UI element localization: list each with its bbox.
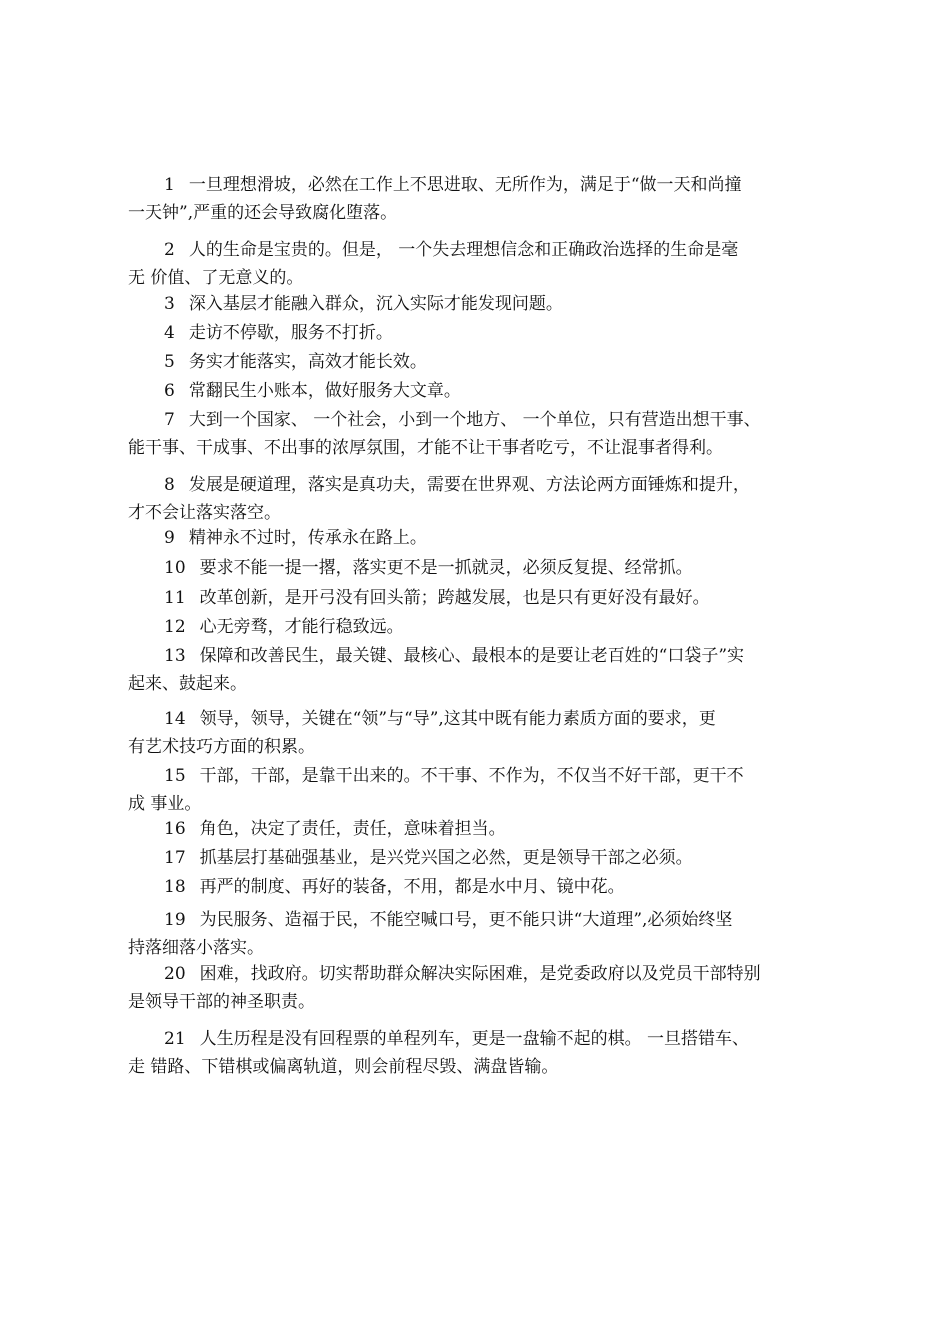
item-text: 人的生命是宝贵的。但是， 一个失去理想信念和正确政治选择的生命是毫 (188, 240, 739, 260)
item-text: 发展是硬道理，落实是真功夫，需要在世界观、方法论两方面锤炼和提升， (188, 475, 750, 495)
item-text-continued: 走 错路、下错棋或偏离轨道，则会前程尽毁、满盘皆输。 (128, 1057, 559, 1077)
list-item (128, 554, 832, 582)
item-text-continued: 能干事、干成事、不出事的浓厚氛围，才能不让干事者吃亏，不让混事者得利。 (128, 438, 723, 458)
item-text-continued: 一天钟”,严重的还会导致腐化堕落。 (128, 203, 398, 223)
item-text: 角色，决定了责任，责任，意味着担当。 (199, 819, 506, 839)
item-number: 12 (164, 617, 186, 637)
item-number: 20 (164, 964, 186, 984)
list-item (128, 906, 832, 962)
item-number: 14 (164, 709, 186, 729)
list-item (128, 584, 832, 612)
item-text: 心无旁骛，才能行稳致远。 (199, 617, 404, 637)
list-item (128, 471, 832, 527)
list-item (128, 524, 832, 552)
item-number: 19 (164, 910, 186, 930)
item-number: 10 (164, 558, 186, 578)
item-number: 4 (164, 323, 175, 343)
item-text: 人生历程是没有回程票的单程列车，更是一盘输不起的棋。 一旦搭错车、 (199, 1029, 750, 1049)
item-number: 15 (164, 766, 186, 786)
item-number: 18 (164, 877, 186, 897)
item-number: 13 (164, 646, 186, 666)
item-text: 大到一个国家、 一个社会，小到一个地方、 一个单位，只有营造出想干事、 (188, 410, 761, 430)
item-text: 走访不停歇，服务不打折。 (188, 323, 393, 343)
item-text: 保障和改善民生，最关键、最核心、最根本的是要让老百姓的“口袋子”实 (199, 646, 745, 666)
item-text-continued: 持落细落小落实。 (128, 938, 264, 958)
item-text: 领导，领导，关键在“领”与“导”,这其中既有能力素质方面的要求，更 (199, 709, 716, 729)
list-item (128, 290, 832, 318)
item-number: 5 (164, 352, 175, 372)
item-text-continued: 成 事业。 (128, 794, 202, 814)
list-item (128, 171, 832, 227)
list-item (128, 762, 832, 818)
item-text-continued: 无 价值、了无意义的。 (128, 268, 304, 288)
list-item (128, 613, 832, 641)
item-text: 深入基层才能融入群众，沉入实际才能发现问题。 (188, 294, 563, 314)
list-item (128, 377, 832, 405)
item-text: 为民服务、造福于民，不能空喊口号，更不能只讲“大道理”,必须始终坚 (199, 910, 733, 930)
item-text: 一旦理想滑坡，必然在工作上不思进取、无所作为，满足于“做一天和尚撞 (188, 175, 742, 195)
item-text: 干部，干部，是靠干出来的。不干事、不作为，不仅当不好干部，更干不 (199, 766, 744, 786)
item-text-continued: 是领导干部的神圣职责。 (128, 992, 315, 1012)
list-item (128, 815, 832, 843)
item-text: 常翻民生小账本，做好服务大文章。 (188, 381, 461, 401)
item-number: 9 (164, 528, 175, 548)
item-text: 困难，找政府。切实帮助群众解决实际困难，是党委政府以及党员干部特别 (199, 964, 761, 984)
item-text-continued: 起来、鼓起来。 (128, 674, 247, 694)
item-text: 精神永不过时，传承永在路上。 (188, 528, 427, 548)
item-number: 6 (164, 381, 175, 401)
list-item (128, 406, 832, 462)
item-number: 21 (164, 1029, 186, 1049)
list-item (128, 960, 832, 1016)
item-text: 抓基层打基础强基业，是兴党兴国之必然，更是领导干部之必须。 (199, 848, 693, 868)
list-item (128, 873, 832, 901)
list-item (128, 642, 832, 698)
item-text: 再严的制度、再好的装备，不用，都是水中月、镜中花。 (199, 877, 625, 897)
list-item (128, 1025, 832, 1081)
item-number: 17 (164, 848, 186, 868)
list-item (128, 236, 832, 292)
item-number: 7 (164, 410, 175, 430)
list-item (128, 705, 832, 761)
item-text: 改革创新，是开弓没有回头箭；跨越发展，也是只有更好没有最好。 (199, 588, 710, 608)
list-item (128, 844, 832, 872)
item-number: 3 (164, 294, 175, 314)
item-number: 16 (164, 819, 186, 839)
item-text-continued: 有艺术技巧方面的积累。 (128, 737, 315, 757)
item-number: 11 (164, 588, 186, 608)
item-text: 要求不能一提一撂，落实更不是一抓就灵，必须反复提、经常抓。 (199, 558, 693, 578)
item-number: 1 (164, 175, 175, 195)
item-number: 2 (164, 240, 175, 260)
item-text-continued: 才不会让落实落空。 (128, 503, 281, 523)
list-item (128, 319, 832, 347)
item-text: 务实才能落实，高效才能长效。 (188, 352, 427, 372)
item-number: 8 (164, 475, 175, 495)
list-item (128, 348, 832, 376)
